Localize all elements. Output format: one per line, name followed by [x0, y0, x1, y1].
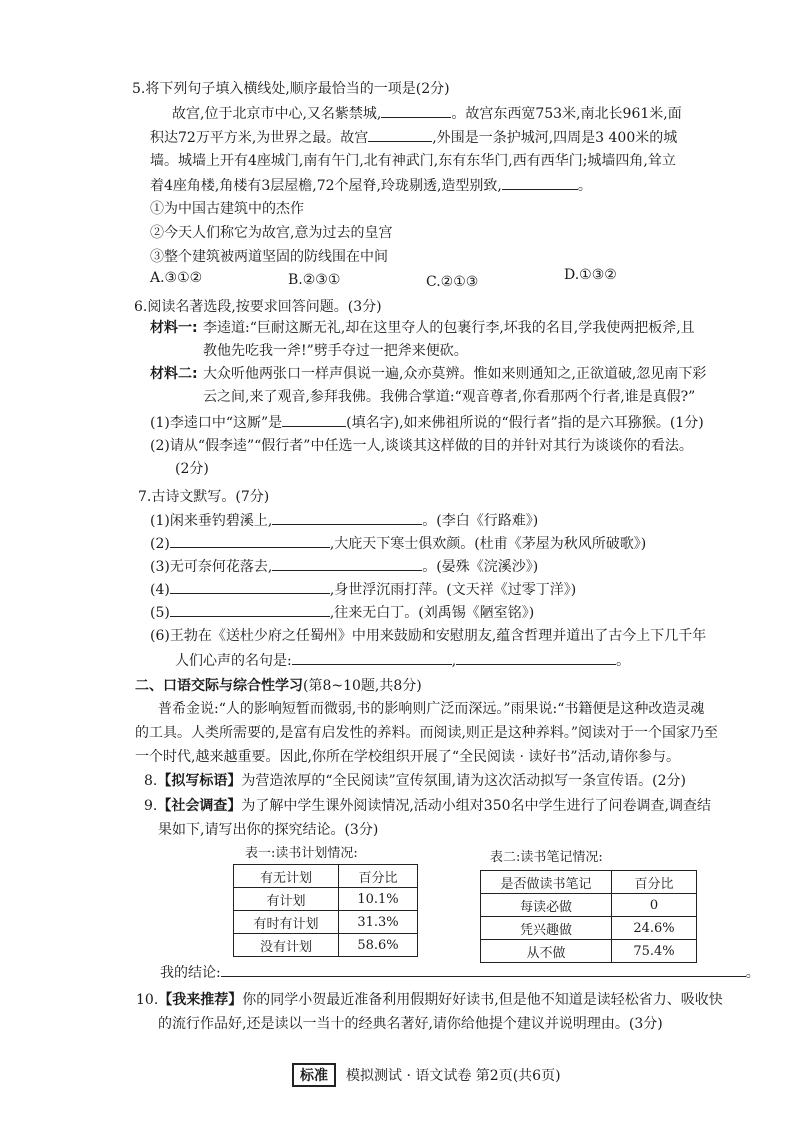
section2-intro-line3: 一个时代,越来越重要。因此,你所在学校组织开展了“全民阅读 · 读好书”活动,请你参与。 [135, 749, 681, 765]
q9-conclusion-blank[interactable] [221, 962, 746, 977]
q7-line6: (6)王勃在《送杜少府之任蜀州》中用来鼓励和安慰朋友,蕴含哲理并道出了古今上下几千年 [150, 628, 707, 644]
q6-material1-label: 材料一: [150, 320, 198, 336]
table1-header-row [234, 865, 418, 888]
q5-para-line3: 墙。城墙上开有4座城门,南有午门,北有神武门,东有东华门,西有西华门;城墙四角,耸立 [150, 153, 676, 169]
q7-blank2[interactable] [170, 533, 330, 548]
q7-line5: (5) ,往来无白丁。(刘禹锡《陋室铭》) [150, 602, 534, 623]
q6-blank1[interactable] [282, 412, 346, 427]
q6-title: 6.阅读名著选段,按要求回答问题。(3分) [134, 299, 382, 315]
q5-para-line4: 着4座角楼,角楼有3层屋檐,72个屋脊,玲珑剔透,造型别致, 。 [150, 175, 592, 196]
q5-option-1: ①为中国古建筑中的杰作 [150, 201, 304, 217]
q6-material2-line1: 大众听他两张口一样声俱说一遍,众亦莫辨。惟如来则通知之,正欲道破,忽见南下彩 [203, 366, 707, 382]
table-cell: 75.4% [612, 940, 697, 963]
q7-title: 7.古诗文默写。(7分) [138, 489, 270, 505]
page-footer [292, 1063, 561, 1087]
table1-header-cell: 有无计划 [234, 865, 339, 888]
table-cell: 24.6% [612, 917, 697, 940]
table-row [234, 888, 418, 911]
q9-conclusion: 我的结论: 。 [160, 962, 760, 983]
q5-title: 5.将下列句子填入横线处,顺序最恰当的一项是(2分) [132, 81, 450, 97]
q7-blank4[interactable] [170, 579, 330, 594]
q6-sub2: (2)请从“假李逵”“假行者”中任选一人,谈谈其这样做的目的并针对其行为谈谈你的看法。 [150, 438, 693, 454]
q6-material2-label: 材料二: [150, 366, 198, 382]
table-cell: 有计划 [234, 888, 339, 911]
table2-header-row [481, 871, 697, 894]
q7-blank6[interactable] [292, 650, 452, 665]
table-cell: 从不做 [481, 940, 612, 963]
q7-line2: (2) ,大庇天下寒士俱欢颜。(杜甫《茅屋为秋风所破歌》) [150, 533, 646, 554]
q8: 8.【拟写标语】为营造浓厚的“全民阅读”宣传氛围,请为这次活动拟写一条宣传语。(2分) [144, 773, 686, 789]
q5-choice-b[interactable]: B.②③① [288, 272, 341, 288]
table-cell: 每读必做 [481, 894, 612, 917]
table-cell: 10.1% [339, 888, 418, 911]
table-row [234, 911, 418, 934]
section2-intro-line2: 的工具。人类所需要的,是富有启发性的养料。而阅读,则正是这种养料。”阅读对于一个国家乃至 [135, 725, 719, 741]
q7-line4: (4) ,身世浮沉雨打萍。(文天祥《过零丁洋》) [150, 579, 576, 600]
q6-material2-line2: 云之间,来了观音,参拜我佛。我佛合掌道:“观音尊者,你看那两个行者,谁是真假?” [203, 389, 696, 405]
q5-para-line2: 积达72万平方米,为世界之最。故宫 ,外围是一条护城河,四周是3 400米的城 [150, 127, 677, 148]
q6-sub1: (1)李逵口中“这厮”是 (填名字),如来佛祖所说的“假行者”指的是六耳猕猴。(1分) [150, 412, 704, 433]
q5-choice-d[interactable]: D.①③② [564, 267, 617, 283]
q7-blank3[interactable] [272, 556, 422, 571]
table-cell: 58.6% [339, 934, 418, 957]
q7-blank7[interactable] [456, 650, 616, 665]
q7-line1: (1)闲来垂钓碧溪上, 。(李白《行路难》) [150, 510, 538, 531]
table-cell: 31.3% [339, 911, 418, 934]
q7-line6-answer: 人们心声的名句是: , 。 [175, 650, 630, 671]
table-row [481, 917, 697, 940]
q5-blank3[interactable] [502, 175, 578, 190]
q5-para-line1: 故宫,位于北京市中心,又名紫禁城, 。故宫东西宽753米,南北长961米,面 [172, 103, 682, 124]
q5-choice-c[interactable]: C.②①③ [426, 274, 479, 290]
q5-option-2: ②今天人们称它为故宫,意为过去的皇宫 [150, 225, 393, 241]
section2-heading: 二、口语交际与综合性学习(第8~10题,共8分) [135, 678, 422, 694]
table-cell: 有时有计划 [234, 911, 339, 934]
q10-line2: 的流行作品好,还是读以一当十的经典名著好,请你给他提个建议并说明理由。(3分) [158, 1016, 663, 1032]
q7-blank1[interactable] [272, 510, 422, 525]
table-row [481, 940, 697, 963]
table1-reading-plan [233, 864, 418, 957]
q5-option-3: ③整个建筑被两道坚固的防线围在中间 [150, 249, 388, 265]
table2-header-cell: 百分比 [612, 871, 697, 894]
table-row [234, 934, 418, 957]
table2-caption: 表二:读书笔记情况: [490, 850, 603, 865]
table-row [481, 894, 697, 917]
table2-reading-notes [480, 870, 697, 963]
section2-intro-line1: 普希金说:“人的影响短暂而微弱,书的影响则广泛而深远。”雨果说:“书籍便是这种改造灵魂 [158, 701, 705, 717]
q9-line1: 9.【社会调查】为了解中学生课外阅读情况,活动小组对350名中学生进行了问卷调查,调查结 [144, 798, 711, 814]
table2-header-cell: 是否做读书笔记 [481, 871, 612, 894]
q10-line1: 10.【我来推荐】你的同学小贺最近准备利用假期好好读书,但是他不知道是读轻松省力、吸收快 [136, 992, 723, 1008]
table-cell: 没有计划 [234, 934, 339, 957]
footer-text: 模拟测试 · 语文试卷 第2页(共6页) [346, 1068, 561, 1084]
q5-blank1[interactable] [381, 103, 451, 118]
q6-material1-line1: 李逵道:“巨耐这厮无礼,却在这里夺人的包裹行李,坏我的名目,学我使两把板斧,且 [203, 320, 695, 336]
q5-choice-a[interactable]: A.③①② [150, 270, 203, 286]
q5-blank2[interactable] [368, 127, 432, 142]
q7-blank5[interactable] [170, 602, 330, 617]
table1-header-cell: 百分比 [339, 865, 418, 888]
table1-caption: 表一:读书计划情况: [245, 846, 358, 861]
footer-badge: 标准 [292, 1063, 336, 1087]
table-cell: 0 [612, 894, 697, 917]
q7-line3: (3)无可奈何花落去, 。(晏殊《浣溪沙》) [150, 556, 538, 577]
table-cell: 凭兴趣做 [481, 917, 612, 940]
q6-material1-line2: 教他先吃我一斧!”劈手夺过一把斧来便砍。 [203, 343, 468, 359]
q6-sub2-score: (2分) [175, 461, 209, 477]
q9-line2: 果如下,请写出你的探究结论。(3分) [158, 822, 379, 838]
